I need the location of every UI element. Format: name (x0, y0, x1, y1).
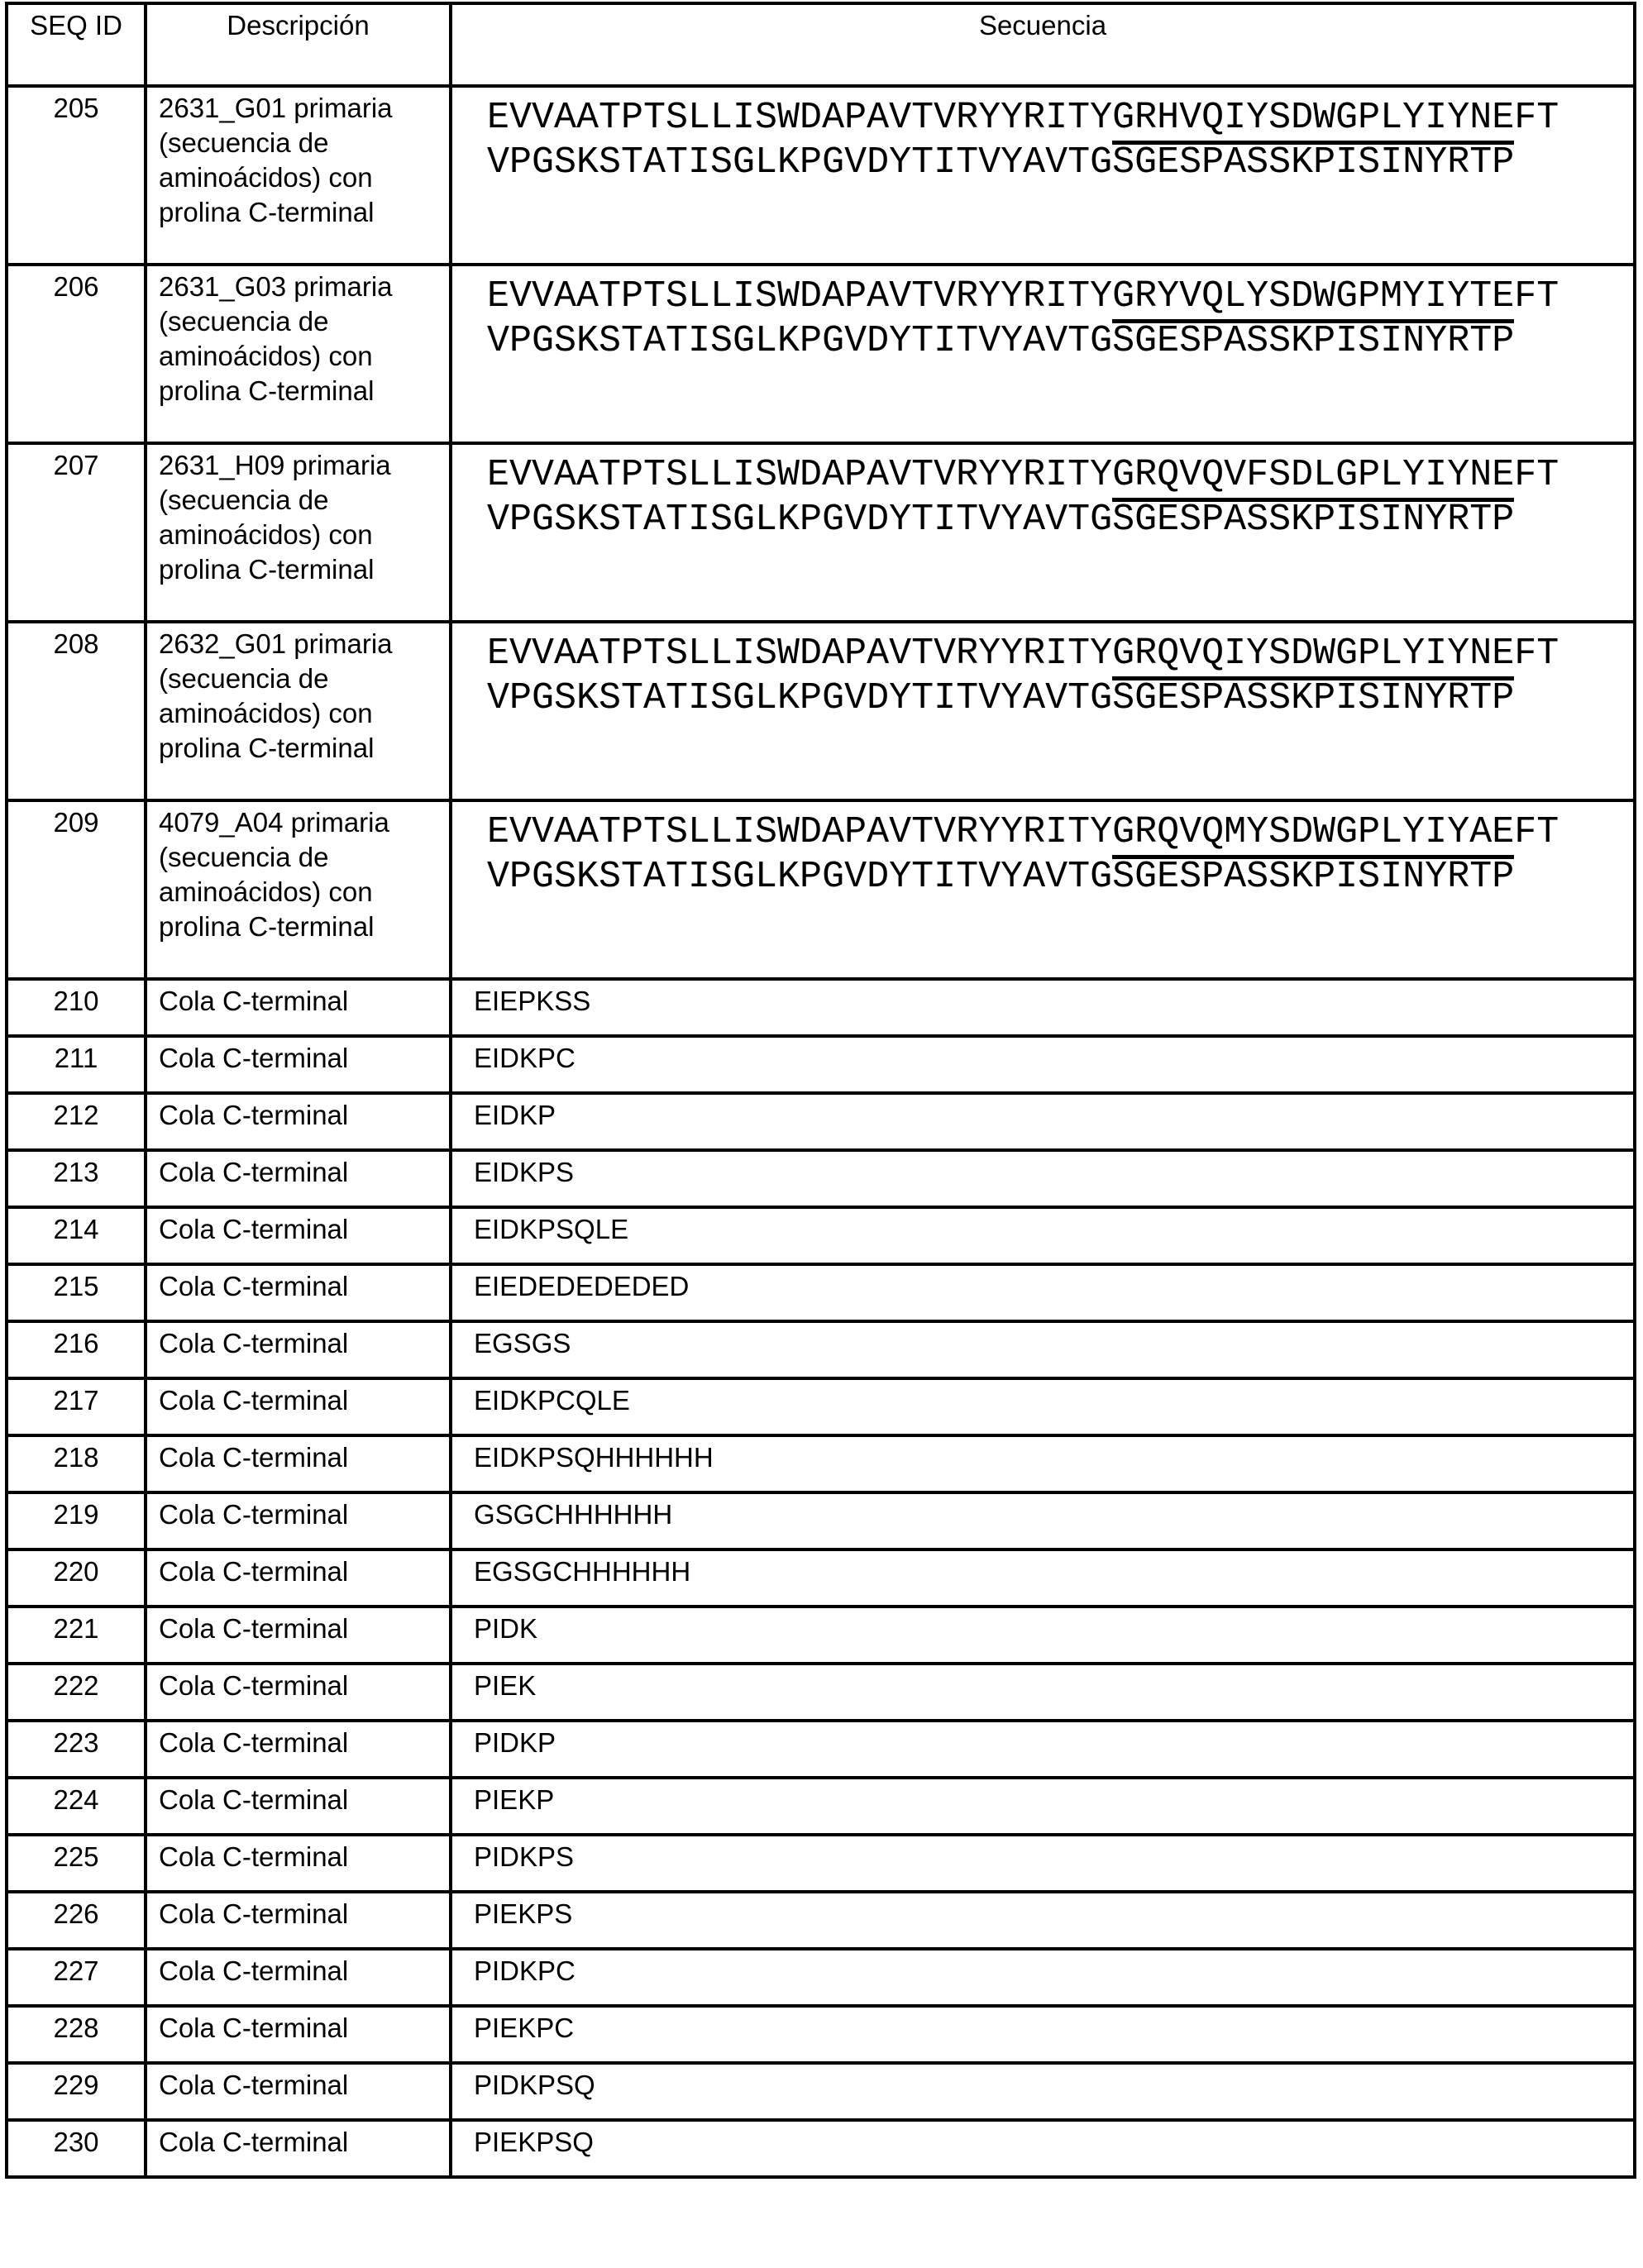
description-cell (146, 800, 451, 979)
seq-id-value: 211 (54, 1043, 98, 1073)
seq-id-cell (7, 1949, 146, 2006)
sequence-segment-plain: EVVAATPTSLLISWDAPAVTVRYYRITY (487, 811, 1113, 853)
sequence-cell: EIEDEDEDEDED (451, 1264, 1635, 1321)
description-cell (146, 1378, 451, 1435)
description-text: Cola C-terminal (159, 1841, 349, 1872)
description-text: Cola C-terminal (159, 1214, 349, 1244)
sequence-line-2: VPGSKSTATISGLKPGVDYTITVYAVTGSGESPASSKPISINYRTP (487, 856, 1515, 898)
seq-id-cell (7, 1150, 146, 1207)
sequence-segment-underlined: GRYVQLYSDWGPMYIYTE (1112, 275, 1514, 323)
description-cell (146, 1492, 451, 1549)
description-text: Cola C-terminal (159, 1043, 349, 1073)
sequence-line-1 (487, 275, 1633, 319)
table-row (7, 2063, 1635, 2120)
description-text: Cola C-terminal (159, 1727, 349, 1758)
sequence-cell (451, 265, 1635, 443)
description-cell (146, 1321, 451, 1378)
sequence-segment-plain: FT (1514, 811, 1559, 853)
description-cell (146, 1150, 451, 1207)
seq-id-cell (7, 1492, 146, 1549)
sequence-line-2: VPGSKSTATISGLKPGVDYTITVYAVTGSGESPASSKPISINYRTP (487, 320, 1515, 362)
table-row (7, 800, 1635, 979)
seq-id-cell (7, 265, 146, 443)
sequence-cell: EIDKP (451, 1093, 1635, 1150)
description-cell (146, 265, 451, 443)
table-row (7, 1435, 1635, 1492)
description-cell (146, 1093, 451, 1150)
sequence-cell: PIEKPC (451, 2006, 1635, 2063)
description-cell (146, 1892, 451, 1949)
table-row (7, 1892, 1635, 1949)
description-text: Cola C-terminal (159, 2127, 349, 2157)
description-cell (146, 2006, 451, 2063)
seq-id-value: 226 (53, 1898, 99, 1929)
description-cell (146, 443, 451, 622)
seq-id-value: 224 (53, 1784, 99, 1815)
sequence-segment-plain: EVVAATPTSLLISWDAPAVTVRYYRITY (487, 633, 1113, 675)
table-row (7, 1721, 1635, 1778)
seq-id-cell (7, 1036, 146, 1093)
table-row (7, 1607, 1635, 1664)
sequence-line-1 (487, 632, 1633, 676)
table-row (7, 1093, 1635, 1150)
description-text: 2631_G03 primaria (secuencia de aminoácidos) con prolina C-terminal (159, 271, 393, 406)
table-row (7, 1949, 1635, 2006)
description-text: 2631_H09 primaria (secuencia de aminoácidos) con prolina C-terminal (159, 450, 391, 585)
description-text: Cola C-terminal (159, 1100, 349, 1130)
seq-id-value: 206 (53, 271, 99, 302)
description-text: Cola C-terminal (159, 1898, 349, 1929)
sequence-cell: PIEKP (451, 1778, 1635, 1835)
description-cell (146, 2120, 451, 2177)
table-row (7, 622, 1635, 800)
sequence-segment-underlined: GRQVQMYSDWGPLYIYAE (1112, 811, 1514, 859)
description-cell (146, 1036, 451, 1093)
description-cell (146, 1607, 451, 1664)
sequence-cell: EIDKPC (451, 1036, 1635, 1093)
sequence-cell: PIDKP (451, 1721, 1635, 1778)
seq-id-value: 212 (53, 1100, 99, 1130)
seq-id-value: 228 (53, 2013, 99, 2043)
seq-id-value: 227 (53, 1955, 99, 1986)
table-row (7, 1378, 1635, 1435)
seq-id-value: 220 (53, 1556, 99, 1587)
seq-id-cell (7, 1778, 146, 1835)
description-cell (146, 1721, 451, 1778)
description-text: Cola C-terminal (159, 1385, 349, 1416)
sequence-cell: EGSGS (451, 1321, 1635, 1378)
seq-id-value: 230 (53, 2127, 99, 2157)
sequence-cell: EIDKPCQLE (451, 1378, 1635, 1435)
seq-id-cell (7, 1321, 146, 1378)
table-row (7, 1492, 1635, 1549)
description-text: Cola C-terminal (159, 1556, 349, 1587)
sequence-segment-underlined: GRHVQIYSDWGPLYIYNE (1112, 97, 1514, 145)
description-cell (146, 2063, 451, 2120)
seq-id-value: 214 (53, 1214, 99, 1244)
seq-id-cell (7, 1835, 146, 1892)
seq-id-cell (7, 1378, 146, 1435)
description-cell (146, 1778, 451, 1835)
table-row (7, 2120, 1635, 2177)
sequence-segment-plain: FT (1514, 633, 1559, 675)
sequence-line-1 (487, 810, 1633, 855)
seq-id-cell (7, 1264, 146, 1321)
seq-id-cell (7, 2006, 146, 2063)
seq-id-cell (7, 86, 146, 265)
sequence-segment-plain: EVVAATPTSLLISWDAPAVTVRYYRITY (487, 97, 1113, 139)
table-row (7, 1664, 1635, 1721)
sequence-segment-plain: EVVAATPTSLLISWDAPAVTVRYYRITY (487, 275, 1113, 318)
sequence-line-2: VPGSKSTATISGLKPGVDYTITVYAVTGSGESPASSKPISINYRTP (487, 499, 1515, 541)
description-cell (146, 1264, 451, 1321)
description-text: Cola C-terminal (159, 2013, 349, 2043)
seq-id-cell (7, 1892, 146, 1949)
column-header-sequence: Secuencia (451, 3, 1635, 86)
sequence-segment-plain: EVVAATPTSLLISWDAPAVTVRYYRITY (487, 454, 1113, 496)
seq-id-cell (7, 1435, 146, 1492)
description-text: Cola C-terminal (159, 1784, 349, 1815)
seq-id-value: 219 (53, 1499, 99, 1530)
description-cell (146, 622, 451, 800)
sequence-listing-table (5, 2, 1636, 2179)
header-row (7, 3, 1635, 86)
seq-id-value: 222 (53, 1670, 99, 1701)
sequence-cell: EIEPKSS (451, 979, 1635, 1036)
table-row (7, 979, 1635, 1036)
table-body (7, 86, 1635, 2177)
table-row (7, 1207, 1635, 1264)
sequence-cell: PIEKPS (451, 1892, 1635, 1949)
table-row (7, 1778, 1635, 1835)
table-row (7, 2006, 1635, 2063)
table-header (7, 3, 1635, 86)
sequence-cell: PIDKPC (451, 1949, 1635, 2006)
sequence-segment-plain: FT (1514, 97, 1559, 139)
seq-id-cell (7, 622, 146, 800)
column-header-description: Descripción (146, 3, 451, 86)
description-cell (146, 979, 451, 1036)
sequence-line-1 (487, 96, 1633, 141)
sequence-segment-plain: FT (1514, 454, 1559, 496)
description-text: 2631_G01 primaria (secuencia de aminoácidos) con prolina C-terminal (159, 93, 393, 227)
seq-id-cell (7, 443, 146, 622)
seq-id-cell (7, 2063, 146, 2120)
description-cell (146, 1549, 451, 1607)
sequence-cell: EIDKPSQLE (451, 1207, 1635, 1264)
description-text: Cola C-terminal (159, 1955, 349, 1986)
seq-id-value: 205 (53, 93, 99, 123)
column-header-seq-id: SEQ ID (7, 3, 146, 86)
seq-id-value: 215 (53, 1271, 99, 1301)
table-row (7, 1549, 1635, 1607)
description-text: 2632_G01 primaria (secuencia de aminoácidos) con prolina C-terminal (159, 628, 393, 763)
description-cell (146, 86, 451, 265)
description-cell (146, 1435, 451, 1492)
seq-id-value: 225 (53, 1841, 99, 1872)
seq-id-value: 209 (53, 807, 99, 838)
seq-id-cell (7, 1549, 146, 1607)
seq-id-value: 208 (53, 628, 99, 659)
seq-id-value: 229 (53, 2070, 99, 2100)
description-cell (146, 1664, 451, 1721)
description-text: 4079_A04 primaria (secuencia de aminoácidos) con prolina C-terminal (159, 807, 389, 942)
seq-id-value: 210 (53, 986, 99, 1016)
sequence-segment-plain: FT (1514, 275, 1559, 318)
seq-id-cell (7, 1664, 146, 1721)
seq-id-value: 223 (53, 1727, 99, 1758)
sequence-line-2: VPGSKSTATISGLKPGVDYTITVYAVTGSGESPASSKPISINYRTP (487, 141, 1515, 184)
seq-id-cell (7, 2120, 146, 2177)
description-text: Cola C-terminal (159, 1328, 349, 1358)
sequence-cell: EIDKPSQHHHHHH (451, 1435, 1635, 1492)
sequence-cell: PIEK (451, 1664, 1635, 1721)
sequence-cell: PIDKPS (451, 1835, 1635, 1892)
seq-id-cell (7, 1093, 146, 1150)
description-text: Cola C-terminal (159, 1157, 349, 1187)
seq-id-value: 221 (53, 1613, 99, 1644)
sequence-cell: EGSGCHHHHHH (451, 1549, 1635, 1607)
description-text: Cola C-terminal (159, 1613, 349, 1644)
sequence-cell (451, 86, 1635, 265)
description-text: Cola C-terminal (159, 1499, 349, 1530)
seq-id-value: 207 (53, 450, 99, 480)
sequence-cell (451, 443, 1635, 622)
table-row (7, 1321, 1635, 1378)
description-cell (146, 1835, 451, 1892)
seq-id-cell (7, 1207, 146, 1264)
description-cell (146, 1949, 451, 2006)
table-row (7, 1036, 1635, 1093)
sequence-cell: EIDKPS (451, 1150, 1635, 1207)
sequence-line-1 (487, 453, 1633, 498)
table-row (7, 443, 1635, 622)
sequence-cell: PIDK (451, 1607, 1635, 1664)
table-row (7, 1264, 1635, 1321)
sequence-segment-underlined: GRQVQIYSDWGPLYIYNE (1112, 633, 1514, 680)
table-row (7, 86, 1635, 265)
seq-id-value: 217 (53, 1385, 99, 1416)
seq-id-cell (7, 1721, 146, 1778)
sequence-line-2: VPGSKSTATISGLKPGVDYTITVYAVTGSGESPASSKPISINYRTP (487, 677, 1515, 719)
seq-id-value: 213 (53, 1157, 99, 1187)
description-cell (146, 1207, 451, 1264)
seq-id-cell (7, 979, 146, 1036)
description-text: Cola C-terminal (159, 1271, 349, 1301)
sequence-cell (451, 800, 1635, 979)
sequence-cell: GSGCHHHHHH (451, 1492, 1635, 1549)
sequence-cell: PIEKPSQ (451, 2120, 1635, 2177)
seq-id-value: 218 (53, 1442, 99, 1473)
sequence-segment-underlined: GRQVQVFSDLGPLYIYNE (1112, 454, 1514, 502)
table-row (7, 265, 1635, 443)
description-text: Cola C-terminal (159, 2070, 349, 2100)
seq-id-cell (7, 800, 146, 979)
sequence-cell: PIDKPSQ (451, 2063, 1635, 2120)
table-row (7, 1835, 1635, 1892)
table-row (7, 1150, 1635, 1207)
description-text: Cola C-terminal (159, 1442, 349, 1473)
description-text: Cola C-terminal (159, 986, 349, 1016)
seq-id-value: 216 (53, 1328, 99, 1358)
sequence-cell (451, 622, 1635, 800)
description-text: Cola C-terminal (159, 1670, 349, 1701)
seq-id-cell (7, 1607, 146, 1664)
